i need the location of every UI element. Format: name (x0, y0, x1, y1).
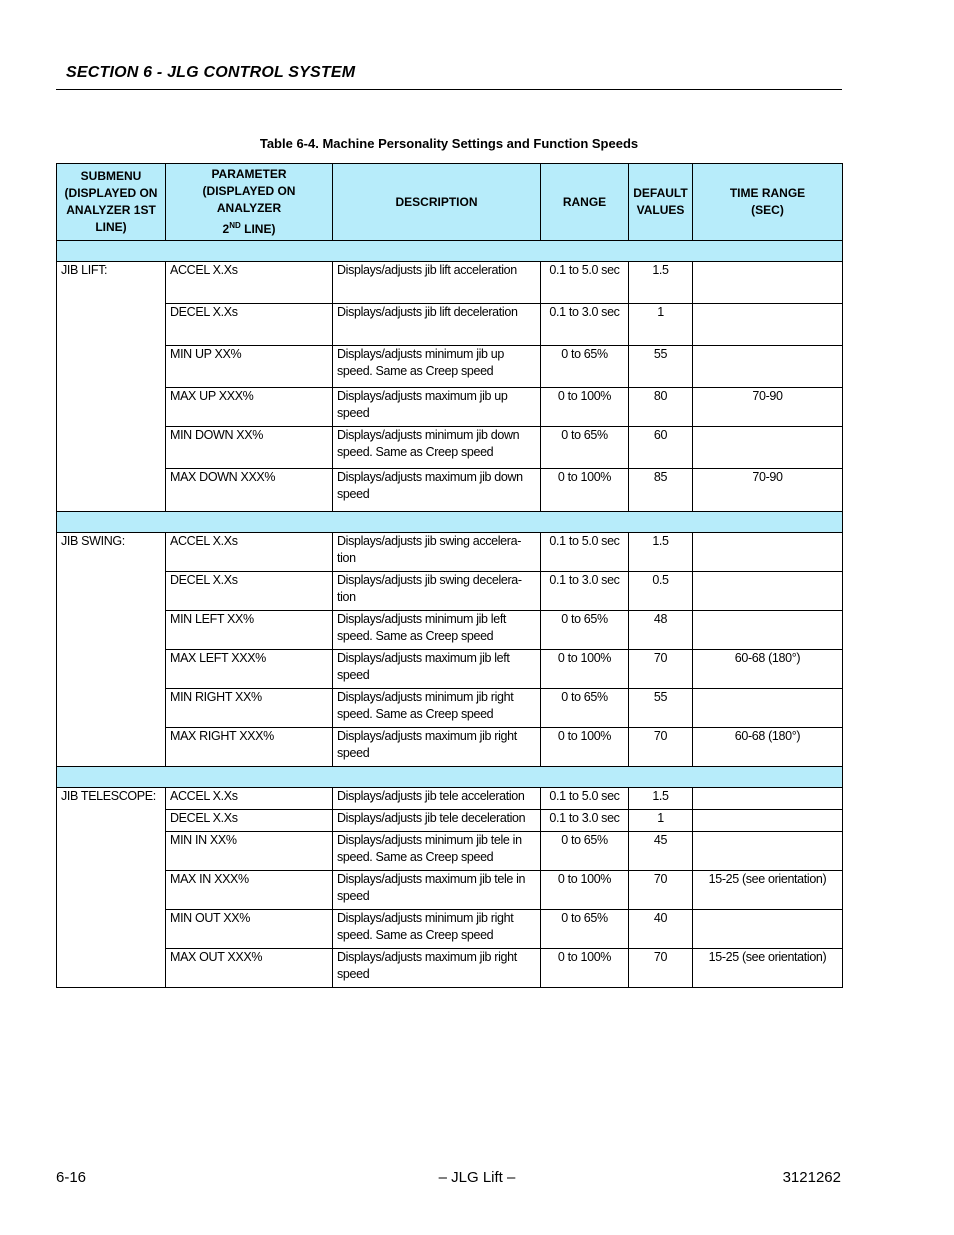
parameter-cell: MIN UP XX% (166, 346, 333, 388)
parameter-cell: MIN OUT XX% (166, 910, 333, 949)
table-row (57, 572, 843, 611)
submenu-cell (57, 388, 166, 427)
parameter-cell: ACCEL X.Xs (166, 788, 333, 810)
group-band (57, 512, 843, 533)
footer-brand: – JLG Lift – (438, 1169, 516, 1186)
column-header-submenu: SUBMENU (DISPLAYED ON ANALYZER 1ST LINE) (57, 164, 166, 241)
range-cell: 0 to 100% (541, 388, 629, 427)
description-line: Displays/adjusts minimum jib down (337, 428, 520, 442)
group-band (57, 767, 843, 788)
time-range-cell (693, 346, 843, 388)
parameter-cell: MAX UP XXX% (166, 388, 333, 427)
range-cell: 0 to 65% (541, 689, 629, 728)
column-header-time-range: TIME RANGE (SEC) (693, 164, 843, 241)
description-line: Displays/adjusts minimum jib right (337, 690, 514, 704)
parameter-cell: DECEL X.Xs (166, 572, 333, 611)
document-number: 3121262 (782, 1169, 841, 1186)
parameter-cell: MIN RIGHT XX% (166, 689, 333, 728)
default-value-cell: 60 (629, 427, 693, 469)
description-cell (333, 728, 541, 767)
default-value-cell: 1.5 (629, 788, 693, 810)
parameter-cell: DECEL X.Xs (166, 810, 333, 832)
description-cell (333, 346, 541, 388)
range-cell: 0 to 100% (541, 949, 629, 988)
range-cell: 0 to 100% (541, 469, 629, 512)
description-line: speed (337, 967, 370, 981)
time-range-cell (693, 788, 843, 810)
description-line: Displays/adjusts maximum jib tele in (337, 872, 526, 886)
description-line: tion (337, 551, 356, 565)
default-value-cell: 80 (629, 388, 693, 427)
submenu-cell (57, 689, 166, 728)
time-range-cell: 70-90 (693, 388, 843, 427)
time-range-cell (693, 572, 843, 611)
description-cell (333, 572, 541, 611)
time-range-cell (693, 304, 843, 346)
table-row (57, 728, 843, 767)
group-band-cell (57, 241, 843, 262)
submenu-cell (57, 346, 166, 388)
description-line: tion (337, 590, 356, 604)
description-cell (333, 262, 541, 304)
submenu-cell (57, 469, 166, 512)
table-row (57, 832, 843, 871)
submenu-cell (57, 611, 166, 650)
description-line: speed. Same as Creep speed (337, 707, 494, 721)
description-cell (333, 832, 541, 871)
group-band (57, 241, 843, 262)
description-line: Displays/adjusts maximum jib right (337, 729, 517, 743)
range-cell: 0 to 100% (541, 728, 629, 767)
table-caption: Table 6-4. Machine Personality Settings and Function Speeds (259, 136, 639, 151)
parameter-cell: MAX IN XXX% (166, 871, 333, 910)
parameter-cell: MIN DOWN XX% (166, 427, 333, 469)
personality-settings-table (56, 163, 843, 988)
table-row (57, 871, 843, 910)
column-header-default: DEFAULT VALUES (629, 164, 693, 241)
table-row (57, 469, 843, 512)
description-cell (333, 304, 541, 346)
time-range-cell: 15-25 (see orientation) (693, 949, 843, 988)
parameter-cell: MIN IN XX% (166, 832, 333, 871)
default-value-cell: 0.5 (629, 572, 693, 611)
description-line: Displays/adjusts jib swing accelera- (337, 534, 522, 548)
description-line: speed. Same as Creep speed (337, 364, 494, 378)
table-row (57, 689, 843, 728)
range-cell: 0 to 65% (541, 910, 629, 949)
description-line: speed. Same as Creep speed (337, 445, 494, 459)
parameter-cell: ACCEL X.Xs (166, 533, 333, 572)
column-header-range: RANGE (541, 164, 629, 241)
group-band-cell (57, 767, 843, 788)
description-cell (333, 611, 541, 650)
description-line: Displays/adjusts maximum jib left (337, 651, 510, 665)
default-value-cell: 70 (629, 871, 693, 910)
table-row (57, 810, 843, 832)
table-row (57, 910, 843, 949)
time-range-cell: 70-90 (693, 469, 843, 512)
description-line: Displays/adjusts maximum jib up (337, 389, 508, 403)
parameter-cell: MIN LEFT XX% (166, 611, 333, 650)
description-line: speed. Same as Creep speed (337, 928, 494, 942)
parameter-cell: MAX LEFT XXX% (166, 650, 333, 689)
default-value-cell: 40 (629, 910, 693, 949)
description-line: Displays/adjusts minimum jib tele in (337, 833, 522, 847)
submenu-cell (57, 871, 166, 910)
description-line: speed. Same as Creep speed (337, 850, 494, 864)
default-value-cell: 55 (629, 346, 693, 388)
description-line: speed (337, 889, 370, 903)
submenu-cell (57, 910, 166, 949)
submenu-cell: JIB TELESCOPE: (57, 788, 166, 810)
default-value-cell: 45 (629, 832, 693, 871)
submenu-cell (57, 304, 166, 346)
table-row (57, 650, 843, 689)
description-line: speed (337, 406, 370, 420)
description-cell (333, 949, 541, 988)
default-value-cell: 48 (629, 611, 693, 650)
default-value-cell: 70 (629, 949, 693, 988)
default-value-cell: 1.5 (629, 533, 693, 572)
description-line: Displays/adjusts maximum jib down (337, 470, 523, 484)
description-line: Displays/adjusts jib swing decelera- (337, 573, 522, 587)
description-cell (333, 689, 541, 728)
header-divider (56, 89, 842, 90)
time-range-cell (693, 810, 843, 832)
description-cell (333, 810, 541, 832)
parameter-cell: DECEL X.Xs (166, 304, 333, 346)
default-value-cell: 70 (629, 728, 693, 767)
parameter-cell: MAX DOWN XXX% (166, 469, 333, 512)
description-line: Displays/adjusts jib lift deceleration (337, 305, 518, 319)
time-range-cell (693, 262, 843, 304)
description-cell (333, 427, 541, 469)
description-cell (333, 650, 541, 689)
table-row (57, 388, 843, 427)
range-cell: 0 to 65% (541, 611, 629, 650)
description-cell (333, 469, 541, 512)
description-line: Displays/adjusts minimum jib right (337, 911, 514, 925)
table-header-row (57, 164, 843, 241)
time-range-cell: 60-68 (180°) (693, 728, 843, 767)
submenu-cell (57, 949, 166, 988)
range-cell: 0.1 to 3.0 sec (541, 304, 629, 346)
description-line: speed (337, 746, 370, 760)
time-range-cell (693, 611, 843, 650)
table-row (57, 949, 843, 988)
submenu-cell: JIB SWING: (57, 533, 166, 572)
default-value-cell: 70 (629, 650, 693, 689)
default-value-cell: 1 (629, 304, 693, 346)
submenu-cell (57, 427, 166, 469)
submenu-cell (57, 650, 166, 689)
section-title: SECTION 6 - JLG CONTROL SYSTEM (66, 64, 356, 81)
time-range-cell (693, 910, 843, 949)
table-row (57, 346, 843, 388)
range-cell: 0.1 to 3.0 sec (541, 810, 629, 832)
default-value-cell: 1.5 (629, 262, 693, 304)
description-cell (333, 533, 541, 572)
time-range-cell: 60-68 (180°) (693, 650, 843, 689)
description-cell (333, 910, 541, 949)
description-line: Displays/adjusts jib tele acceleration (337, 789, 525, 803)
range-cell: 0 to 65% (541, 427, 629, 469)
submenu-cell: JIB LIFT: (57, 262, 166, 304)
range-cell: 0.1 to 5.0 sec (541, 533, 629, 572)
description-line: speed. Same as Creep speed (337, 629, 494, 643)
description-line: Displays/adjusts jib lift acceleration (337, 263, 517, 277)
description-line: speed (337, 487, 370, 501)
parameter-cell: ACCEL X.Xs (166, 262, 333, 304)
submenu-cell (57, 810, 166, 832)
description-line: Displays/adjusts minimum jib left (337, 612, 507, 626)
description-cell (333, 788, 541, 810)
table-row (57, 304, 843, 346)
description-cell (333, 871, 541, 910)
parameter-cell: MAX RIGHT XXX% (166, 728, 333, 767)
submenu-cell (57, 832, 166, 871)
time-range-cell (693, 533, 843, 572)
group-band-cell (57, 512, 843, 533)
time-range-cell: 15-25 (see orientation) (693, 871, 843, 910)
range-cell: 0 to 100% (541, 650, 629, 689)
default-value-cell: 1 (629, 810, 693, 832)
table-row (57, 262, 843, 304)
time-range-cell (693, 427, 843, 469)
range-cell: 0.1 to 5.0 sec (541, 262, 629, 304)
description-line: speed (337, 668, 370, 682)
time-range-cell (693, 832, 843, 871)
time-range-cell (693, 689, 843, 728)
table-row (57, 788, 843, 810)
default-value-cell: 55 (629, 689, 693, 728)
description-line: Displays/adjusts jib tele deceleration (337, 811, 526, 825)
table-row (57, 611, 843, 650)
column-header-parameter: PARAMETER (DISPLAYED ON ANALYZER 2ND LINE) (166, 164, 333, 241)
parameter-cell: MAX OUT XXX% (166, 949, 333, 988)
range-cell: 0 to 65% (541, 346, 629, 388)
page-number: 6-16 (56, 1169, 87, 1186)
description-cell (333, 388, 541, 427)
submenu-cell (57, 728, 166, 767)
range-cell: 0 to 100% (541, 871, 629, 910)
default-value-cell: 85 (629, 469, 693, 512)
description-line: Displays/adjusts maximum jib right (337, 950, 517, 964)
table-row (57, 427, 843, 469)
range-cell: 0 to 65% (541, 832, 629, 871)
column-header-description: DESCRIPTION (333, 164, 541, 241)
description-line: Displays/adjusts minimum jib up (337, 347, 504, 361)
submenu-cell (57, 572, 166, 611)
range-cell: 0.1 to 3.0 sec (541, 572, 629, 611)
table-row (57, 533, 843, 572)
range-cell: 0.1 to 5.0 sec (541, 788, 629, 810)
